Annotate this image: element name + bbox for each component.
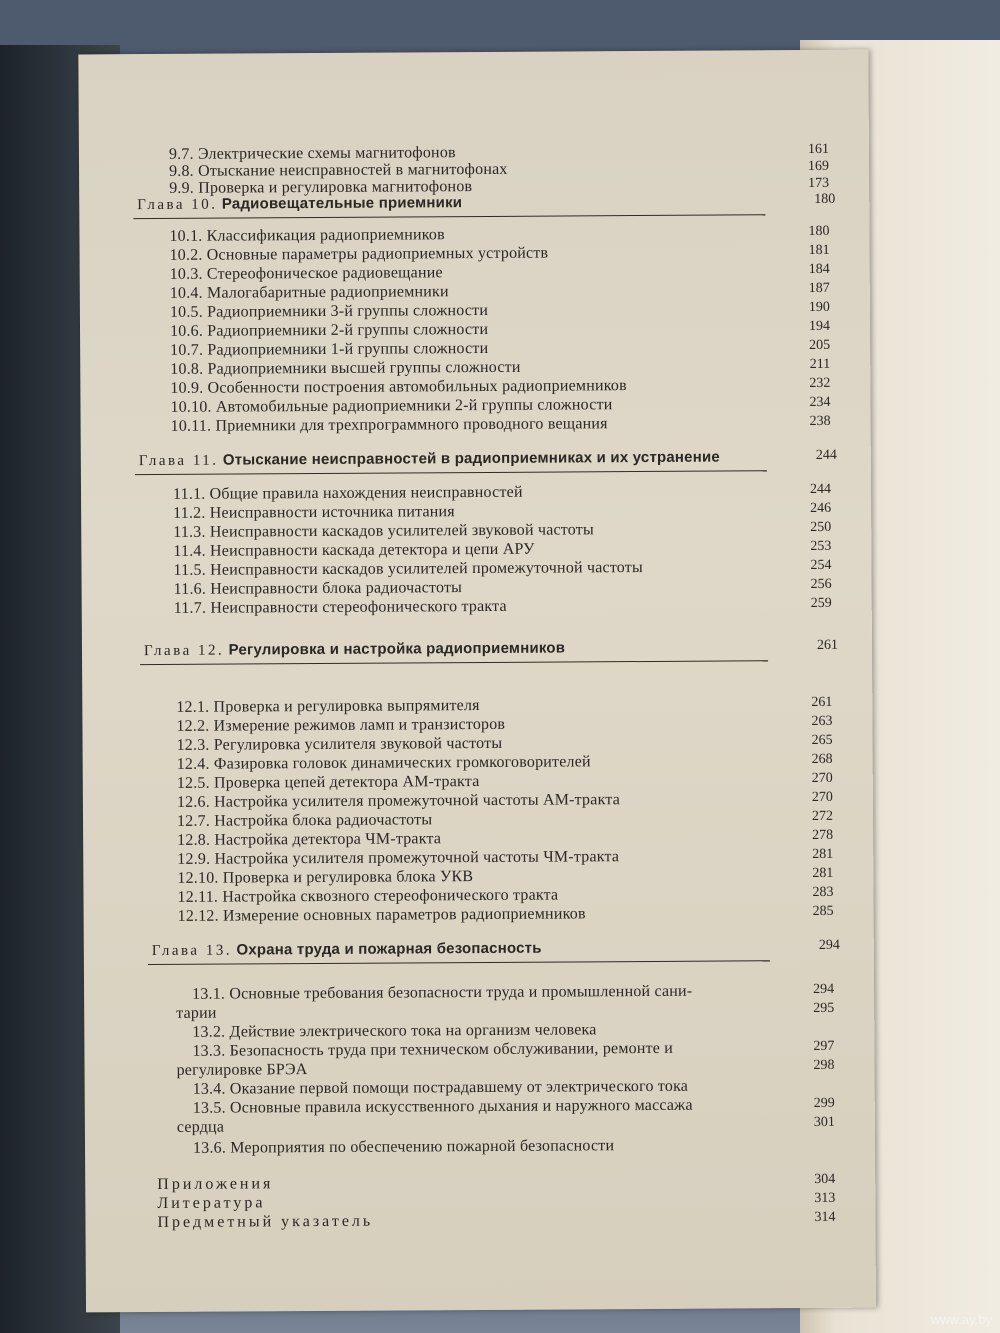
entry-text: Настройка блока радиочастоты <box>214 811 433 830</box>
page-number: 313 <box>814 1190 836 1206</box>
entry-number: 9.9. <box>169 179 195 197</box>
page-number: 244 <box>809 481 832 497</box>
entry-number: 13.1. <box>192 985 226 1003</box>
entry-title <box>192 983 692 1004</box>
entry-number: 10.6. <box>169 322 204 340</box>
entry-text: Проверка и регулировка блока УКВ <box>222 868 474 887</box>
page-number: 299 <box>813 1095 835 1111</box>
entry-number: 13.5. <box>192 1099 226 1117</box>
entry-title <box>170 283 449 303</box>
entry-title <box>177 753 591 774</box>
page-number: 190 <box>808 299 830 315</box>
entry-number: 11.6. <box>173 580 207 598</box>
page-number: 232 <box>809 375 831 391</box>
page-number: 265 <box>811 732 833 748</box>
entry-number: 12.10. <box>177 869 219 887</box>
entry-title: регулировке БРЭА <box>176 1061 308 1079</box>
entry-number: 10.8. <box>170 360 204 378</box>
page-number: 270 <box>811 789 833 805</box>
entry-text: Классификация радиоприемников <box>206 226 445 245</box>
entry-text: Регулировка усилителя звуковой частоты <box>213 734 503 754</box>
entry-number: 13.4. <box>192 1080 226 1098</box>
entry-title <box>178 905 586 925</box>
entry-text: Проверка цепей детектора АМ-тракта <box>213 773 480 792</box>
toc-entry-row <box>85 1136 865 1163</box>
entry-title <box>170 302 488 322</box>
entry-text: Неисправности каскадов усилителей промежуточной частоты <box>210 559 643 579</box>
entry-number: 13.3. <box>192 1042 226 1060</box>
page-number: 314 <box>814 1209 836 1225</box>
chapter-label: Глава 10. <box>137 196 218 214</box>
entry-number: 11.7. <box>173 599 207 617</box>
page-number: 272 <box>811 808 834 824</box>
chapter-heading <box>152 940 542 960</box>
entry-title <box>174 579 463 599</box>
page-number: 181 <box>808 242 830 258</box>
entry-title: тарии <box>176 1004 217 1022</box>
entry-title <box>177 791 620 812</box>
entry-number: 12.8. <box>177 831 211 849</box>
page-number: 246 <box>810 500 832 516</box>
page-number: 301 <box>813 1114 835 1130</box>
entry-text: Действие электрического тока на организм человека <box>229 1021 597 1041</box>
entry-number: 12.9. <box>177 850 211 868</box>
entry-number: 10.1. <box>169 227 203 245</box>
entry-title <box>176 697 479 717</box>
chapter-label: Глава 11. <box>138 452 219 470</box>
entry-text: Безопасность труда при техническом обслуживании, ремонте и <box>229 1039 674 1060</box>
toc-page <box>78 50 876 1313</box>
page-number: 298 <box>813 1057 835 1073</box>
page-number: 259 <box>810 595 832 611</box>
page-number: 205 <box>809 337 831 353</box>
page-number: 261 <box>811 694 833 710</box>
entry-text: Фазировка головок динамических громкоговорителей <box>213 753 591 773</box>
entry-title <box>192 1021 596 1041</box>
entry-title: Литература <box>157 1194 266 1212</box>
page-number: 270 <box>811 770 833 786</box>
entry-text: Радиоприемники высшей группы сложности <box>207 358 521 378</box>
entry-title <box>170 245 549 265</box>
entry-number: 9.7. <box>168 145 194 163</box>
page-number: 211 <box>809 356 831 372</box>
entry-text: Особенности построения автомобильных радиоприемников <box>207 377 627 397</box>
entry-text: Основные параметры радиоприемных устройств <box>206 244 549 264</box>
entry-title <box>193 1137 614 1158</box>
entry-title <box>171 415 608 436</box>
page-number: 173 <box>808 175 830 191</box>
entry-title <box>177 811 432 831</box>
watermark: www.ay.by <box>930 1312 992 1327</box>
page-number: 180 <box>808 223 830 239</box>
toc-entry-row <box>81 414 861 441</box>
entry-number: 13.2. <box>192 1023 226 1041</box>
entry-text: Радиоприемники 1-й группы сложности <box>207 339 489 359</box>
page-number: 184 <box>808 261 830 277</box>
entry-text: Измерение режимов ламп и транзисторов <box>213 715 506 735</box>
page-number: 304 <box>814 1171 836 1187</box>
entry-text: Неисправности каскадов усилителей звуковой частоты <box>209 521 594 541</box>
entry-number: 10.7. <box>170 341 204 359</box>
entry-number: 12.7. <box>176 812 211 830</box>
entry-text: Неисправности источника питания <box>209 503 455 522</box>
entry-text: Настройка усилителя промежуточной частоты АМ-тракта <box>214 791 621 811</box>
entry-number: 10.3. <box>169 265 203 283</box>
entry-text: Основные правила искусственного дыхания и наружного массажа <box>229 1096 693 1117</box>
entry-text: Проверка и регулировка выпрямителя <box>213 697 480 716</box>
entry-number: 10.2. <box>169 246 203 264</box>
table-of-contents <box>78 50 868 1231</box>
entry-title <box>177 830 441 850</box>
entry-title <box>177 735 503 755</box>
entry-text: Отыскание неисправностей в магнитофонах <box>198 160 508 180</box>
entry-text: Малогабаритные радиоприемники <box>206 283 449 302</box>
entry-number: 11.2. <box>173 504 206 522</box>
chapter-title: Отыскание неисправностей в радиоприемниках и их устранение <box>222 448 720 469</box>
entry-text: Мероприятия по обеспечению пожарной безопасности <box>230 1137 615 1157</box>
chapter-heading <box>139 449 720 471</box>
entry-title <box>193 1078 689 1099</box>
entry-text: Радиоприемники 3-й группы сложности <box>207 301 489 321</box>
entry-number: 10.10. <box>170 398 212 416</box>
entry-number: 12.1. <box>176 698 210 716</box>
entry-title <box>177 868 473 888</box>
chapter-heading <box>137 194 462 214</box>
entry-title <box>174 598 507 618</box>
page-number: 161 <box>807 141 829 157</box>
entry-title <box>173 503 455 523</box>
page-number: 256 <box>810 576 832 592</box>
entry-number: 13.6. <box>192 1139 227 1157</box>
entry-title <box>176 716 505 736</box>
toc-entry-row <box>85 1210 865 1237</box>
entry-text: Неисправности блока радиочастоты <box>210 579 463 598</box>
entry-text: Приемники для трехпрограммного проводного вещания <box>215 415 608 435</box>
chapter-label: Глава 12. <box>143 642 225 660</box>
entry-title: Приложения <box>157 1175 274 1193</box>
entry-number: 12.2. <box>176 717 210 735</box>
entry-number: 12.11. <box>177 888 219 906</box>
entry-title <box>193 1097 693 1118</box>
page-number: 250 <box>810 519 832 535</box>
page-number: 268 <box>811 751 833 767</box>
page-number: 261 <box>816 637 839 653</box>
entry-text: Радиоприемники 2-й группы сложности <box>207 320 489 340</box>
entry-number: 12.6. <box>176 793 210 811</box>
page-number: 285 <box>812 903 834 919</box>
entry-title <box>177 848 619 869</box>
page-number: 244 <box>815 447 837 463</box>
entry-number: 9.8. <box>169 162 194 180</box>
entry-number: 10.5. <box>169 303 203 321</box>
entry-title <box>170 340 488 360</box>
entry-text: Настройка детектора ЧМ-тракта <box>214 830 442 849</box>
chapter-title: Регулировка и настройка радиоприемников <box>228 639 566 659</box>
entry-text: Электрические схемы магнитофонов <box>197 144 456 163</box>
entry-title <box>170 359 520 379</box>
entry-title: сердца <box>176 1118 225 1136</box>
entry-number: 12.4. <box>176 755 210 773</box>
entry-title <box>169 226 444 246</box>
entry-number: 10.11. <box>170 417 212 435</box>
chapter-title: Радиовещательные приемники <box>221 194 463 213</box>
entry-number: 11.4. <box>173 542 206 560</box>
page-number: 294 <box>813 981 835 997</box>
entry-text: Неисправности стереофонического тракта <box>210 597 507 617</box>
entry-number: 12.3. <box>176 736 210 754</box>
entry-text: Стереофоническое радиовещание <box>206 264 443 283</box>
entry-text: Настройка усилителя промежуточной частоты ЧМ-тракта <box>214 848 620 868</box>
page-number: 281 <box>812 865 834 881</box>
entry-number: 10.9. <box>170 379 204 397</box>
entry-number: 10.4. <box>169 284 203 302</box>
page-number: 253 <box>810 538 832 554</box>
chapter-label: Глава 13. <box>151 942 233 960</box>
entry-text: Измерение основных параметров радиоприемников <box>222 905 586 925</box>
entry-text: Неисправности каскада детектора и цепи АРУ <box>209 540 535 560</box>
page-number: 295 <box>813 1000 835 1016</box>
entry-number: 11.1. <box>172 485 206 503</box>
entry-text: Общие правила нахождения неисправностей <box>209 483 523 503</box>
page-number: 234 <box>809 394 831 410</box>
page-number: 278 <box>812 827 834 843</box>
entry-title <box>173 521 594 542</box>
page-number: 169 <box>807 158 830 174</box>
page-number: 263 <box>811 713 833 729</box>
entry-title <box>170 377 627 398</box>
page-number: 281 <box>812 846 834 862</box>
chapter-heading <box>144 639 565 660</box>
entry-title <box>177 773 480 793</box>
entry-text: Проверка и регулировка магнитофонов <box>198 178 473 197</box>
toc-entry-row <box>82 596 862 623</box>
page-number: 180 <box>814 191 836 207</box>
page-number: 187 <box>808 280 830 296</box>
entry-title <box>173 541 534 561</box>
entry-title <box>173 559 643 580</box>
page-number: 238 <box>809 413 831 429</box>
toc-entry-row <box>84 904 864 931</box>
entry-text: Настройка сквозного стереофонического тракта <box>222 886 559 906</box>
entry-title <box>173 484 523 504</box>
entry-title <box>192 1040 673 1061</box>
entry-title <box>170 396 612 417</box>
entry-number: 12.12. <box>177 907 219 925</box>
entry-text: Основные требования безопасности труда и промышленной сани- <box>229 982 693 1003</box>
entry-number: 12.5. <box>176 774 210 792</box>
chapter-title: Охрана труда и пожарная безопасность <box>236 939 542 959</box>
entry-number: 11.5. <box>173 561 206 579</box>
entry-title <box>170 264 443 284</box>
page-number: 254 <box>810 557 832 573</box>
page-number: 283 <box>812 884 834 900</box>
page-number: 194 <box>808 318 831 334</box>
page-number: 297 <box>813 1038 835 1054</box>
entry-title <box>177 887 558 907</box>
entry-text: Автомобильные радиоприемники 2-й группы сложности <box>215 396 613 416</box>
entry-number: 11.3. <box>173 523 206 541</box>
page-number: 294 <box>818 937 840 953</box>
entry-title: Предметный указатель <box>157 1212 374 1231</box>
entry-text: Оказание первой помощи пострадавшему от электрического тока <box>229 1077 689 1098</box>
entry-title <box>170 321 488 341</box>
